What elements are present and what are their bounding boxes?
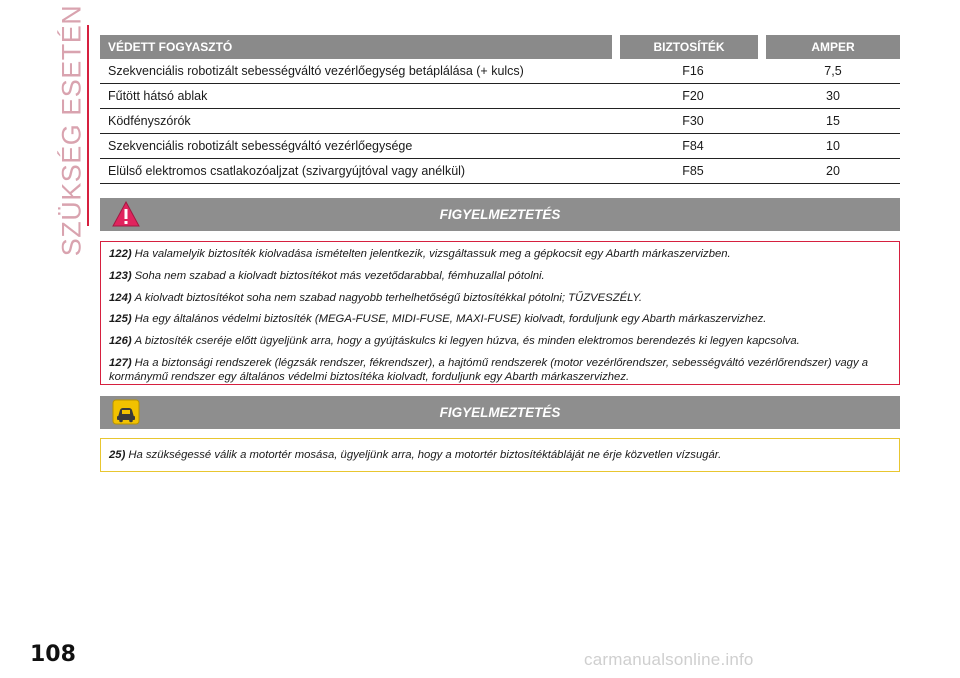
warning-item-text: Ha a biztonsági rendszerek (légzsák rendszer, fékrendszer), a hajtómű rendszerek (motor vezérlőrendszer, sebességváltó vezérlőrendszer) vagy a kormánymű rendszer egy általános védelmi biztosítéka kiolvadt, forduljunk egy Abarth márkaszervizhez. bbox=[109, 356, 869, 383]
page-number: 108 bbox=[30, 642, 76, 667]
warning-item-text: Ha szükségessé válik a motortér mosása, ügyeljünk arra, hogy a motortér biztosítéktábláját ne érje közvetlen vízsugár. bbox=[128, 449, 722, 461]
cell-ampere: 10 bbox=[826, 139, 840, 153]
table-row bbox=[100, 134, 900, 159]
cell-fuse: F16 bbox=[682, 64, 704, 78]
warning-item-text: Ha egy általános védelmi biztosíték (MEGA-FUSE, MIDI-FUSE, MAXI-FUSE) kiolvadt, forduljunk egy Abarth márkaszervizhez. bbox=[134, 313, 767, 326]
cell-fuse: F30 bbox=[682, 114, 704, 128]
warning-item-number: 123) bbox=[109, 269, 132, 282]
section-side-title-text: SZÜKSÉG ESETÉN bbox=[56, 4, 87, 256]
warning-item bbox=[109, 313, 891, 327]
warning-title: FIGYELMEZTETÉS bbox=[439, 405, 561, 420]
cell-ampere: 30 bbox=[826, 89, 840, 103]
car-caution-icon bbox=[112, 399, 140, 425]
warning-item bbox=[109, 335, 891, 349]
header-gap bbox=[758, 35, 766, 59]
cell-consumer: Ködfényszórók bbox=[108, 114, 191, 128]
side-accent-line bbox=[87, 25, 89, 226]
cell-fuse: F84 bbox=[682, 139, 704, 153]
warning-item-text: Ha valamelyik biztosíték kiolvadása ismételten jelentkezik, vizsgáltassuk meg a gépkocsit egy Abarth márkaszervizben. bbox=[134, 248, 731, 260]
warning-item-number: 122) bbox=[109, 248, 132, 260]
warning-item-number: 124) bbox=[109, 291, 132, 304]
cell-ampere: 7,5 bbox=[824, 64, 842, 78]
warning-item-number: 126) bbox=[109, 335, 132, 348]
cell-consumer: Elülső elektromos csatlakozóaljzat (szivargyújtóval vagy anélkül) bbox=[108, 164, 466, 178]
fuse-table-header bbox=[100, 35, 900, 59]
warning-item bbox=[109, 449, 891, 463]
cell-ampere: 20 bbox=[826, 164, 840, 178]
warning-title: FIGYELMEZTETÉS bbox=[439, 207, 561, 222]
warning-body-danger bbox=[100, 241, 900, 385]
warning-item-number: 25) bbox=[109, 449, 126, 461]
warning-item-text: A biztosíték cseréje előtt ügyeljünk arra, hogy a gyújtáskulcs ki legyen húzva, és minden elektromos berendezés ki legyen kapcsolva. bbox=[134, 335, 800, 348]
header-gap bbox=[612, 35, 620, 59]
danger-triangle-icon bbox=[112, 201, 140, 227]
header-consumer: VÉDETT FOGYASZTÓ bbox=[100, 35, 612, 59]
warning-item bbox=[109, 270, 891, 284]
warning-header-danger bbox=[100, 198, 900, 231]
header-fuse: BIZTOSÍTÉK bbox=[620, 35, 758, 59]
warning-item-text: A kiolvadt biztosítékot soha nem szabad nagyobb terhelhetőségű biztosítékkal pótolni; TŰZVESZÉLY. bbox=[134, 291, 643, 304]
warning-body-caution bbox=[100, 438, 900, 472]
watermark: carmanualsonline.info bbox=[584, 650, 754, 669]
cell-consumer: Szekvenciális robotizált sebességváltó vezérlőegység betáplálása (+ kulcs) bbox=[108, 64, 524, 78]
warning-item-text: Soha nem szabad a kiolvadt biztosítékot más vezetődarabbal, fémhuzallal pótolni. bbox=[134, 269, 545, 282]
cell-fuse: F85 bbox=[682, 164, 704, 178]
warning-header-caution bbox=[100, 396, 900, 429]
cell-ampere: 15 bbox=[826, 114, 840, 128]
warning-item-number: 127) bbox=[109, 356, 132, 369]
warning-item bbox=[109, 248, 891, 262]
fuse-table bbox=[100, 35, 900, 184]
table-row bbox=[100, 84, 900, 109]
table-row bbox=[100, 59, 900, 84]
table-row bbox=[100, 109, 900, 134]
table-row bbox=[100, 159, 900, 184]
warning-item bbox=[109, 292, 891, 306]
cell-consumer: Szekvenciális robotizált sebességváltó vezérlőegysége bbox=[108, 139, 413, 153]
cell-consumer: Fűtött hátsó ablak bbox=[108, 89, 208, 103]
warning-item-number: 125) bbox=[109, 313, 132, 326]
header-ampere: AMPER bbox=[766, 35, 900, 59]
warning-item bbox=[109, 357, 891, 385]
section-side-title bbox=[52, 4, 92, 256]
cell-fuse: F20 bbox=[682, 89, 704, 103]
